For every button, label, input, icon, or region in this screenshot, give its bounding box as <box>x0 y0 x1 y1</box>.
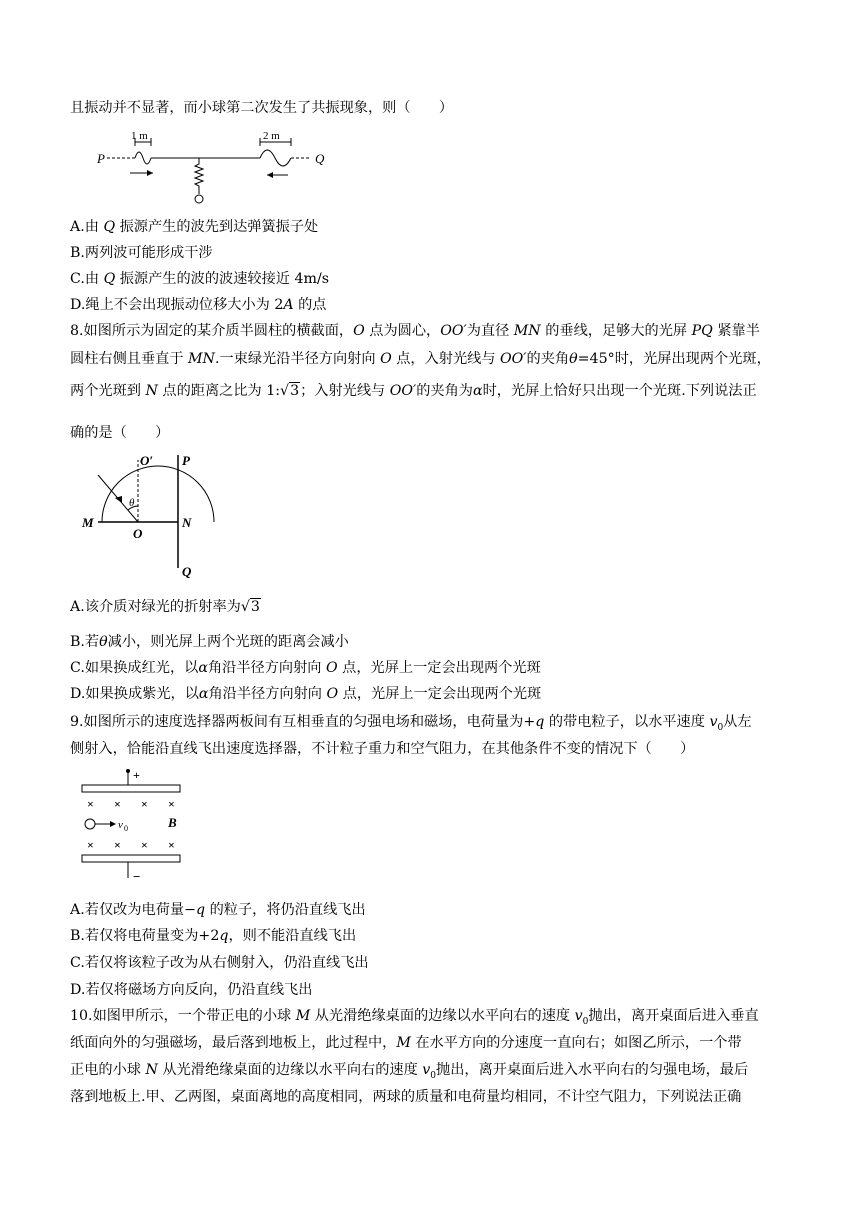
q9-velocity-selector-diagram <box>78 765 188 885</box>
q10-stem-line1: 10.如图甲所示，一个带正电的小球 M 从光滑绝缘桌面的边缘以水平向右的速度 $v_0$抛出，离开桌面后进入垂直 <box>70 1008 759 1027</box>
q9-option-b: B.若仅将电荷量变为+2q，则不能沿直线飞出 <box>70 928 357 944</box>
q8-option-d: D.如果换成紫光，以α角沿半径方向射向 O 点，光屏上一定会出现两个光斑 <box>70 686 542 702</box>
q8-fig-m: M <box>82 515 94 530</box>
q8-option-c: C.如果换成红光，以α角沿半径方向射向 O 点，光屏上一定会出现两个光斑 <box>70 660 541 676</box>
svg-text:×: × <box>168 797 175 811</box>
q8-fig-theta: θ <box>129 497 135 509</box>
q8-fig-q: Q <box>182 564 192 579</box>
q8-fig-o-prime: O′ <box>140 453 154 468</box>
q9-stem-line2: 侧射入，恰能沿直线飞出速度选择器，不计粒子重力和空气阻力，在其他条件不变的情况下（ ） <box>70 741 695 757</box>
q9-fig-plus: + <box>133 768 140 782</box>
q7-fig-2m-label: 2 m <box>263 130 280 142</box>
q7-option-a: A.由 Q 振源产生的波先到达弹簧振子处 <box>70 219 319 235</box>
q8-option-b: B.若θ减小，则光屏上两个光斑的距离会减小 <box>70 634 349 650</box>
svg-text:×: × <box>141 797 148 811</box>
q9-option-d: D.若仅将磁场方向反向，仍沿直线飞出 <box>70 982 313 998</box>
svg-text:×: × <box>141 838 148 852</box>
q9-fig-v-sub: 0 <box>124 824 128 833</box>
q7-intro: 且振动并不显著，而小球第二次发生了共振现象，则（ ） <box>70 100 454 116</box>
q8-stem-line3: 两个光斑到 N 点的距离之比为 1:√3；入射光线与 OO′的夹角为α时，光屏上恰好只出现一个光斑.下列说法正 <box>70 383 757 399</box>
q10-stem-line4: 落到地板上.甲、乙两图，桌面离地的高度相同，两球的质量和电荷量均相同，不计空气阻力，下列说法正确 <box>70 1089 742 1105</box>
q8-option-a: A.该介质对绿光的折射率为√3 <box>70 599 260 615</box>
q9-option-c: C.若仅将该粒子改为从右侧射入，仍沿直线飞出 <box>70 955 369 971</box>
q7-option-b: B.两列波可能形成干涉 <box>70 245 213 261</box>
q7-option-c: C.由 Q 振源产生的波的波速较接近 4m/s <box>70 271 330 287</box>
q8-stem-line4: 确的是（ ） <box>70 425 170 441</box>
q9-fig-b: B <box>168 815 177 830</box>
q7-option-d: D.绳上不会出现振动位移大小为 2A 的点 <box>70 297 327 313</box>
q8-fig-o: O <box>133 526 143 541</box>
q7-fig-q-label: Q <box>315 151 325 166</box>
q10-stem-line3: 正电的小球 N 从光滑绝缘桌面的边缘以水平向右的速度 $v_0$抛出，离开桌面后进入水平向右的匀强电场，最后 <box>70 1062 749 1081</box>
svg-text:×: × <box>87 838 94 852</box>
svg-text:×: × <box>114 838 121 852</box>
q8-fig-p: P <box>182 453 190 468</box>
q7-wave-diagram <box>95 130 340 210</box>
svg-text:×: × <box>87 797 94 811</box>
svg-text:×: × <box>168 838 175 852</box>
svg-text:×: × <box>114 797 121 811</box>
q9-stem-line1: 9.如图所示的速度选择器两板间有互相垂直的匀强电场和磁场，电荷量为+q 的带电粒子，以水平速度 $v_0$从左 <box>70 714 752 733</box>
q8-stem-line1: 8.如图所示为固定的某介质半圆柱的横截面，O 点为圆心，OO′为直径 MN 的垂线，足够大的光屏 PQ 紧靠半 <box>70 323 760 339</box>
q9-option-a: A.若仅改为电荷量−q 的粒子，将仍沿直线飞出 <box>70 902 366 918</box>
q8-fig-n: N <box>182 515 192 530</box>
q7-fig-1m-label: 1 m <box>131 130 148 142</box>
q10-stem-line2: 纸面向外的匀强磁场，最后落到地板上，此过程中，M 在水平方向的分速度一直向右；如图乙所示，一个带 <box>70 1035 742 1051</box>
q9-fig-v: v <box>118 819 123 831</box>
q7-fig-p-label: P <box>97 151 105 166</box>
q9-fig-minus: − <box>133 869 141 884</box>
q8-stem-line2: 圆柱右侧且垂直于 MN.一束绿光沿半径方向射向 O 点，入射光线与 OO′的夹角θ=45°时，光屏出现两个光斑， <box>70 351 771 367</box>
q8-semicircle-diagram <box>78 450 218 582</box>
